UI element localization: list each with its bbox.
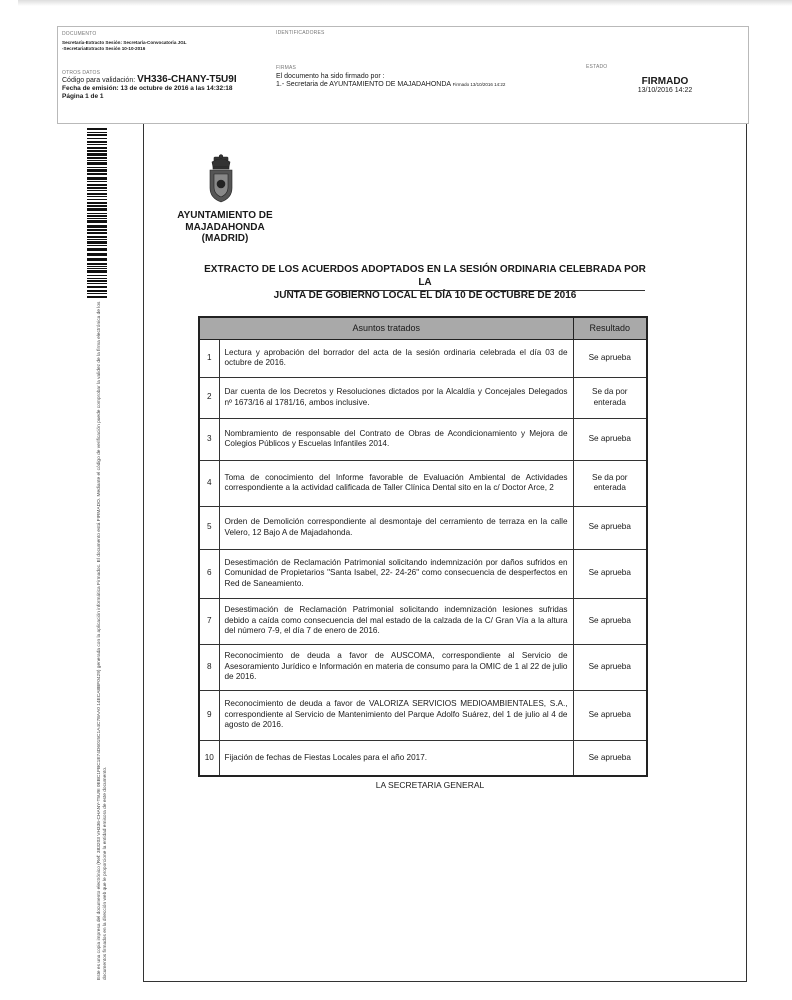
estado-cell <box>580 60 750 125</box>
row-desc: Reconocimiento de deuda a favor de AUSCOMA, correspondiente al Servicio de Asesoramiento Jurídico e Información en materia de consumo para la OMIC de 1 al 22 de julio de 2016. <box>219 644 573 690</box>
table-row <box>199 690 647 740</box>
documento-title-2: -SecretariaExtracto Sesión 10-10-2016 <box>62 46 146 51</box>
row-num: 3 <box>199 418 219 460</box>
firmado-por: El documento ha sido firmado por : <box>276 73 385 80</box>
row-result: Se aprueba <box>573 740 647 776</box>
row-result: Se aprueba <box>573 690 647 740</box>
col-asuntos: Asuntos tratados <box>199 317 573 339</box>
row-desc: Desestimación de Reclamación Patrimonial solicitando indemnización lesiones sufridas debido a caída como consecuencia del mal estado de la calzada de la C/ Gran Vía a la altura del número 7-9, el día 7 de enero de 2016. <box>219 598 573 644</box>
otros-label: OTROS DATOS <box>62 70 101 76</box>
estado-label: ESTADO <box>586 64 608 70</box>
row-num: 1 <box>199 339 219 377</box>
row-desc: Dar cuenta de los Decretos y Resoluciones dictados por la Alcaldía y Concejales Delegados nº 1673/16 al 1781/16, ambos inclusive. <box>219 377 573 418</box>
estado-value: FIRMADO <box>641 76 689 87</box>
row-num: 8 <box>199 644 219 690</box>
fecha-emision: Fecha de emisión: 13 de octubre de 2016 a las 14:32:18 <box>62 85 233 92</box>
coat-of-arms-icon <box>202 154 240 210</box>
scan-edge <box>18 0 792 6</box>
row-result: Se da por enterada <box>573 377 647 418</box>
row-desc: Reconocimiento de deuda a favor de VALORIZA SERVICIOS MEDIOAMBIENTALES, S.A., correspondiente al Servicio de Mantenimiento del Parque Adolfo Suárez, del 1 de julio al 4 de agosto de 2016. <box>219 690 573 740</box>
row-desc: Fijación de fechas de Fiestas Locales para el año 2017. <box>219 740 573 776</box>
row-desc: Nombramiento de responsable del Contrato de Obras de Acondicionamiento y Mejora de Colegios Públicos y Escuelas Infantiles 2014. <box>219 418 573 460</box>
row-desc: Lectura y aprobación del borrador del acta de la sesión ordinaria celebrada el día 03 de octubre de 2016. <box>219 339 573 377</box>
agreements-table <box>198 316 648 777</box>
row-num: 6 <box>199 549 219 598</box>
pagina: Página 1 de 1 <box>62 93 104 100</box>
firmas-cell <box>270 60 580 125</box>
table-row <box>199 418 647 460</box>
table-row <box>199 549 647 598</box>
document-title <box>200 263 650 302</box>
firmante-line <box>276 81 574 89</box>
row-num: 7 <box>199 598 219 644</box>
row-num: 10 <box>199 740 219 776</box>
table-row <box>199 598 647 644</box>
firmas-label: FIRMAS <box>276 65 297 71</box>
codigo-prefix: Código para validación: <box>62 77 136 84</box>
table-row <box>199 740 647 776</box>
vertical-legal-text-wrap <box>87 300 107 980</box>
organization-name <box>150 210 300 245</box>
table-row <box>199 339 647 377</box>
codigo-validacion <box>62 76 266 85</box>
org-line-2: MAJADAHONDA <box>185 221 265 233</box>
title-line-2: JUNTA DE GOBIERNO LOCAL EL DÍA 10 DE OCTUBRE DE 2016 <box>273 290 577 301</box>
col-resultado: Resultado <box>573 317 647 339</box>
vertical-legal-text: Este es una copia impresa del documento electrónico (Ref: 383203 VH336-CHANY-T5U9I 0EBC1FBC1E74D6015C1A4C78AA0 14ECA8BF0429) generada con la aplicación informática Firmadoc. El documento está FIRMADO. Mediante el código de verificación puede comprobar la validez de la firma electrónica de los documentos firmados en la dirección web que le proporcione la entidad emisora de este documento. <box>97 301 108 980</box>
documento-title-1: Secretaría-Extracto Sesión: Secretaría-Convocatoria JGL <box>62 40 187 45</box>
title-line-1: EXTRACTO DE LOS ACUERDOS ADOPTADOS EN LA SESIÓN ORDINARIA CELEBRADA POR LA <box>204 264 646 288</box>
row-num: 2 <box>199 377 219 418</box>
row-result: Se da por enterada <box>573 460 647 506</box>
title-underline <box>285 290 645 291</box>
row-num: 5 <box>199 506 219 549</box>
row-result: Se aprueba <box>573 598 647 644</box>
documento-label: DOCUMENTO <box>62 31 97 37</box>
row-num: 4 <box>199 460 219 506</box>
org-line-3: (MADRID) <box>201 233 249 244</box>
otros-datos-cell <box>58 60 270 125</box>
row-result: Se aprueba <box>573 549 647 598</box>
codigo-value: VH336-CHANY-T5U9I <box>137 74 237 85</box>
verification-header <box>57 26 749 124</box>
row-desc: Orden de Demolición correspondiente al desmontaje del cerramiento de terraza en la calle Velero, 12 Bajo A de Majadahonda. <box>219 506 573 549</box>
table-row <box>199 377 647 418</box>
row-result: Se aprueba <box>573 644 647 690</box>
signature-line: LA SECRETARIA GENERAL <box>375 780 485 790</box>
documento-cell <box>58 27 270 60</box>
barcode <box>87 128 107 298</box>
table-row <box>199 644 647 690</box>
firmante-fecha: Firmado 13/10/2016 14:22 <box>452 82 506 87</box>
firmante: 1.- Secretaria de AYUNTAMIENTO DE MAJADAHONDA <box>276 81 451 88</box>
row-result: Se aprueba <box>573 418 647 460</box>
identificadores-label: IDENTIFICADORES <box>276 30 325 36</box>
row-desc: Desestimación de Reclamación Patrimonial solicitando indemnización por daños sufridos en Comunidad de Propietarios "Santa Isabel, 22- 24-26" como consecuencia de desperfectos en Red de Saneamiento. <box>219 549 573 598</box>
estado-fecha: 13/10/2016 14:22 <box>637 87 693 94</box>
org-line-1: AYUNTAMIENTO DE <box>177 210 273 221</box>
row-result: Se aprueba <box>573 506 647 549</box>
row-num: 9 <box>199 690 219 740</box>
identificadores-cell <box>270 27 750 60</box>
table-row <box>199 460 647 506</box>
row-desc: Toma de conocimiento del Informe favorable de Evaluación Ambiental de Actividades correspondiente a la actividad calificada de Taller Clínica Dental sito en la c/ Doctor Arce, 2 <box>219 460 573 506</box>
table-row <box>199 506 647 549</box>
row-result: Se aprueba <box>573 339 647 377</box>
table-header-row <box>199 317 647 339</box>
